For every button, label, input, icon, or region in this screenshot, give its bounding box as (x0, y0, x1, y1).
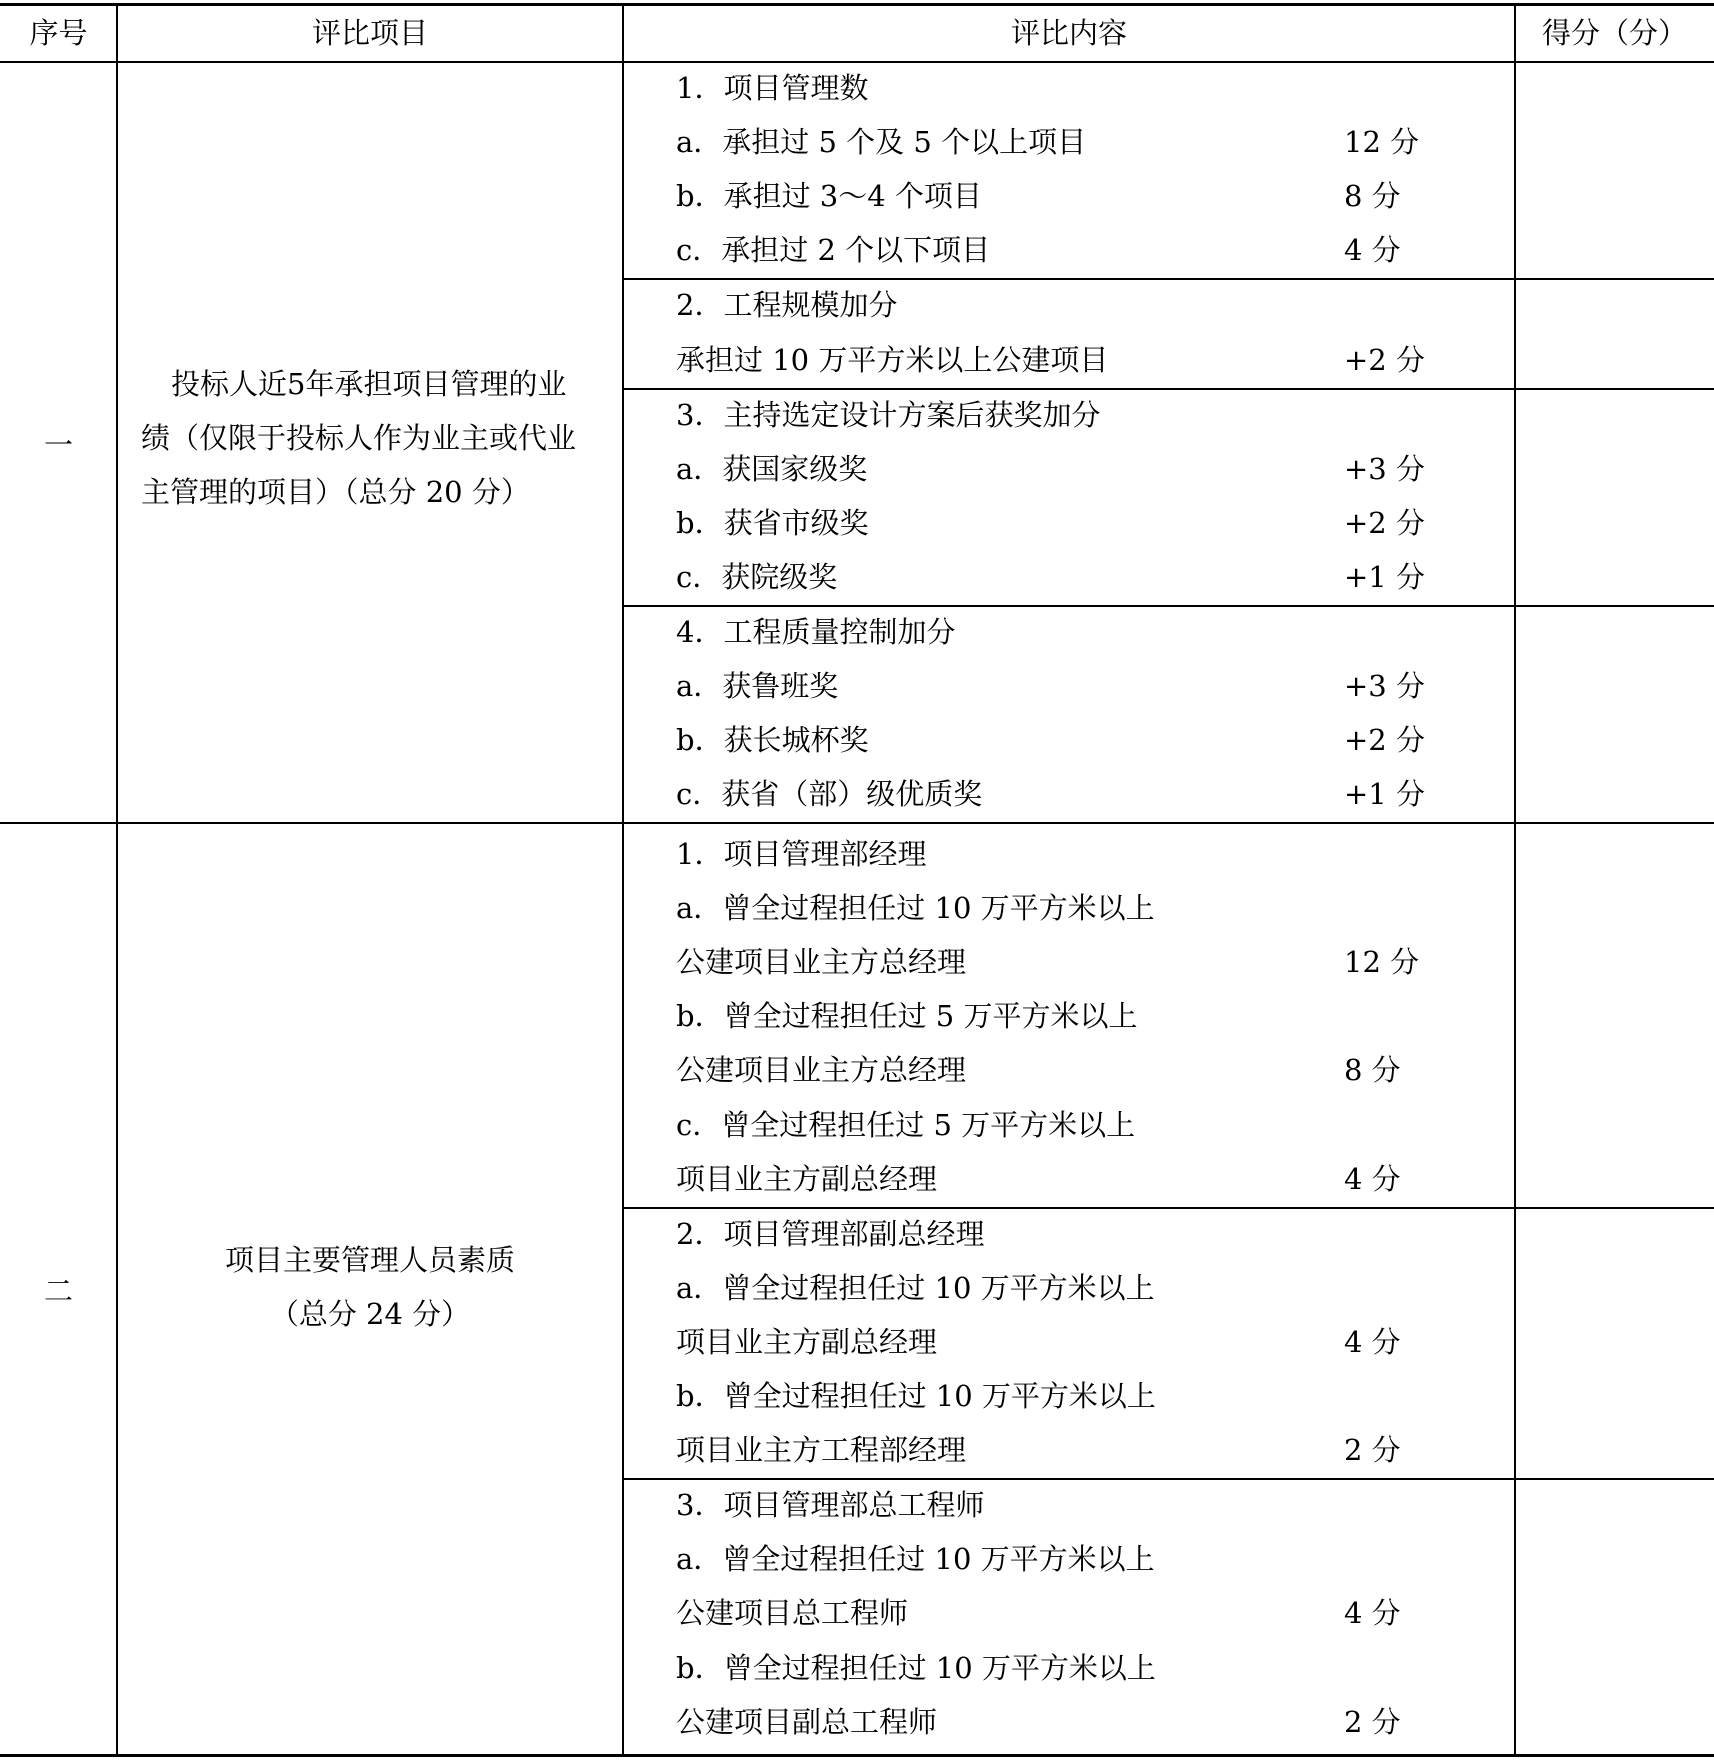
points-value: +1 分 (1344, 559, 1425, 594)
section-2-item-line: （总分 24 分） (269, 1297, 471, 1331)
header-rule (0, 61, 1714, 63)
bottom-rule (0, 1754, 1714, 1757)
points-value: +2 分 (1344, 723, 1425, 758)
section-1-index: 一 (43, 427, 73, 462)
top-rule (0, 3, 1714, 6)
header-score-cell (1515, 4, 1714, 62)
content-line: 4．工程质量控制加分 (676, 615, 956, 649)
content-line: b．曾全过程担任过 5 万平方米以上 (676, 999, 1138, 1034)
section-2-item-line: 项目主要管理人员素质 (224, 1243, 515, 1277)
content-line: a．曾全过程担任过 10 万平方米以上 (676, 891, 1155, 926)
content-line: 2．工程规模加分 (676, 288, 898, 323)
content-line: c．承担过 2 个以下项目 (676, 233, 991, 268)
column-rule (116, 3, 118, 1757)
content-line: 3．主持选定设计方案后获奖加分 (676, 397, 1101, 432)
points-value: 12 分 (1344, 945, 1420, 980)
content-line: 项目业主方工程部经理 (676, 1433, 967, 1468)
group-rule (623, 605, 1714, 607)
header-item-cell (117, 4, 623, 62)
content-line: a．曾全过程担任过 10 万平方米以上 (676, 1542, 1155, 1577)
content-line: 1．项目管理数 (676, 71, 869, 105)
content-line: 3．项目管理部总工程师 (676, 1488, 985, 1523)
group-rule (623, 1207, 1714, 1209)
header-item: 评比项目 (311, 15, 428, 50)
content-line: b．曾全过程担任过 10 万平方米以上 (676, 1650, 1156, 1685)
content-line: c．获省（部）级优质奖 (676, 777, 983, 812)
content-line: 项目业主方副总经理 (676, 1161, 938, 1196)
column-rule (1514, 3, 1516, 1757)
section-2-index: 二 (43, 1274, 73, 1308)
points-value: +3 分 (1344, 451, 1425, 486)
content-line: 项目业主方副总经理 (676, 1324, 938, 1359)
header-index-cell (0, 4, 117, 62)
content-line: c．曾全过程担任过 5 万平方米以上 (676, 1107, 1136, 1142)
points-value: 2 分 (1344, 1433, 1401, 1468)
points-value: 4 分 (1344, 1161, 1401, 1196)
points-value: +3 分 (1344, 669, 1425, 704)
points-value: 4 分 (1344, 1596, 1401, 1631)
content-line: b．获省市级奖 (676, 505, 869, 540)
content-line: 公建项目业主方总经理 (676, 1053, 967, 1088)
header-score: 得分（分） (1541, 15, 1687, 50)
content-line: 公建项目业主方总经理 (676, 945, 967, 980)
content-line: 2．项目管理部副总经理 (676, 1216, 985, 1251)
content-line: b．曾全过程担任过 10 万平方米以上 (676, 1379, 1156, 1413)
points-value: 8 分 (1344, 1053, 1401, 1088)
header-content: 评比内容 (1010, 15, 1127, 50)
content-line: 公建项目总工程师 (676, 1596, 909, 1631)
content-line: 公建项目副总工程师 (676, 1704, 938, 1739)
section-1-item-line: 绩（仅限于投标人作为业主或代业 (141, 421, 577, 455)
section-2-index-cell (0, 828, 117, 1755)
content-line: a．获国家级奖 (676, 451, 868, 486)
section-1-item-line: 投标人近5年承担项目管理的业 (171, 367, 567, 401)
content-line: 1．项目管理部经理 (676, 837, 927, 871)
header-content-cell (623, 4, 1515, 62)
points-value: 4 分 (1344, 233, 1401, 268)
points-value: +2 分 (1344, 342, 1425, 377)
group-rule (623, 278, 1714, 280)
content-line: a．承担过 5 个及 5 个以上项目 (676, 125, 1087, 160)
section-1-item-line: 主管理的项目）（总分 20 分） (141, 475, 530, 509)
content-line: a．获鲁班奖 (676, 669, 839, 704)
content-line: b．承担过 3～4 个项目 (676, 179, 982, 214)
column-rule (622, 3, 624, 1757)
points-value: 8 分 (1344, 179, 1401, 214)
points-value: 2 分 (1344, 1704, 1401, 1739)
header-index: 序号 (29, 15, 88, 50)
content-line: 承担过 10 万平方米以上公建项目 (676, 342, 1109, 377)
section-1-index-cell (0, 62, 117, 828)
group-rule (623, 1478, 1714, 1480)
content-line: b．获长城杯奖 (676, 723, 869, 758)
points-value: +2 分 (1344, 505, 1425, 540)
points-value: 12 分 (1344, 125, 1420, 160)
points-value: 4 分 (1344, 1324, 1401, 1359)
content-line: c．获院级奖 (676, 559, 838, 594)
section-rule (0, 822, 1714, 824)
content-line: a．曾全过程担任过 10 万平方米以上 (676, 1270, 1155, 1305)
points-value: +1 分 (1344, 777, 1425, 812)
group-rule (623, 388, 1714, 390)
